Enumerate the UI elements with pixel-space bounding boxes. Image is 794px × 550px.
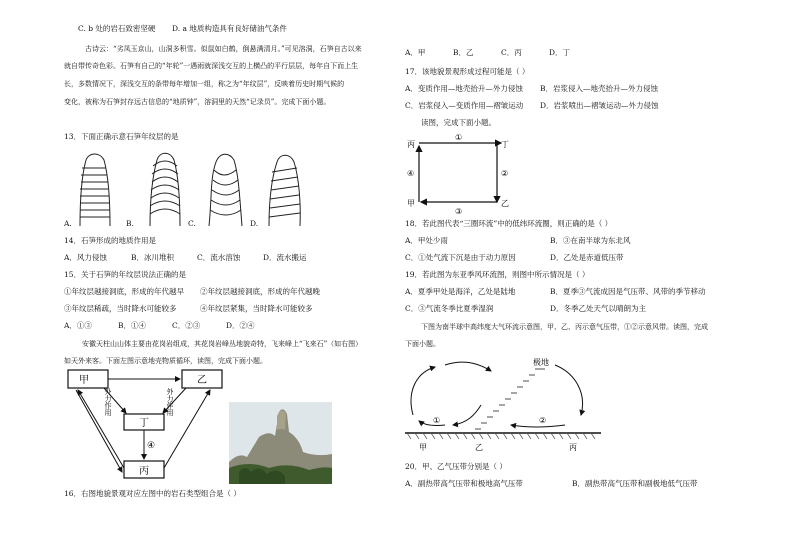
label-yi: 乙 <box>197 375 207 386</box>
label-four: ④ <box>147 441 156 451</box>
q20-stem: 20．甲、乙气压带分别是（ ） <box>405 462 507 471</box>
q18-stem: 18．若此图代表“三圈环流”中的低纬环流圈，则正确的是（ ） <box>405 219 613 228</box>
q18-option-b: B．③在南半球为东北风 <box>550 236 631 245</box>
q19-stem: 19．若此图为东亚季风环流图，则图中所示情况是（ ） <box>405 270 590 279</box>
q20-option-a: A．副热带高气压带和极地高气压带 <box>405 479 523 488</box>
box-label-3: ③ <box>455 207 463 216</box>
passage-stalagmite-line4: 变化，被称为石笋封存远古信息的“地质钟”，溶洞里的天然“记录员”。完成下面小题。 <box>64 98 331 106</box>
q19-option-c: C．③气流冬季比夏季湿润 <box>405 304 494 313</box>
box-label-yi: 乙 <box>501 199 509 208</box>
label-jia: 甲 <box>79 375 89 386</box>
passage-stalagmite-line3: 长，多数情况下，深浅交互的条带每年增加一组，称之为“年纹层”，反映着历史时期气候的 <box>64 80 345 88</box>
q14-stem: 14．石笋形成的地质作用是 <box>64 236 157 245</box>
passage-southern-line1: 下图为南半球中高纬度大气环流示意图，甲、乙、丙示意气压带，①②示意风带。读图，完成 <box>421 323 708 331</box>
q12-option-c: C. b 处的岩石致密坚硬 <box>78 24 156 33</box>
q14-option-c: C．流水溶蚀 <box>197 253 241 262</box>
box-label-4: ④ <box>407 169 415 178</box>
label-external-force-right: 外力作用 <box>166 388 174 416</box>
stalagmite-figures <box>64 148 364 228</box>
q15-statement-4: ④年纹层紧集，当时降水可能较多 <box>200 304 313 313</box>
q15-statement-2: ②年纹层越接洞底，形成的年代越晚 <box>200 287 320 296</box>
q15-option-c: C．②③ <box>172 321 201 330</box>
q16-option-c: C．丙 <box>501 48 522 57</box>
label-bing: 丙 <box>139 466 149 477</box>
q12-option-d: D. a 地质构造具有良好储油气条件 <box>172 24 287 33</box>
q17-stem: 17．该地貌景观形成过程可能是（ ） <box>405 67 530 76</box>
q15-statement-3: ③年纹层稀疏，当时降水可能较多 <box>64 304 177 313</box>
circ-label-bing: 丙 <box>569 443 577 452</box>
q16-option-a: A．甲 <box>405 48 426 57</box>
q19-option-b: B．夏季③气流成因是气压带、风带的季节移动 <box>550 287 706 296</box>
box-label-bing: 丙 <box>407 140 415 149</box>
stalagmite-a <box>80 154 110 226</box>
southern-circulation-diagram <box>405 353 605 457</box>
q14-option-b: B．冰川堆积 <box>131 253 175 262</box>
circulation-box-diagram <box>405 132 515 216</box>
box-label-2: ② <box>501 169 509 178</box>
q16-option-d: D．丁 <box>549 48 571 57</box>
q14-option-d: D．流水搬运 <box>263 253 307 262</box>
label-ding: 丁 <box>139 418 149 429</box>
q16-option-b: B．乙 <box>453 48 474 57</box>
stalagmite-d <box>269 155 300 226</box>
q16-stem: 16．右图地貌景观对应左图中的岩石类型组合是（ ） <box>64 489 241 498</box>
q13-stem: 13．下面正确示意石笋年纹层的是 <box>64 132 179 141</box>
q20-option-b: B．副热带高气压带和副极地低气压带 <box>572 479 698 488</box>
q14-option-a: A．风力侵蚀 <box>64 253 107 262</box>
rock-cycle-diagram <box>64 366 224 484</box>
passage-tianzhu-line2: 如天外来客。下面左图示意地壳物质循环，读图，完成下面小题。 <box>64 357 267 365</box>
q13-label-d: D. <box>250 219 259 228</box>
q18-option-d: D．乙处是赤道低压带 <box>550 253 624 262</box>
circ-label-yi: 乙 <box>475 443 483 452</box>
q15-option-b: B．①④ <box>118 321 147 330</box>
passage-stalagmite-line2: 就自带传奇色彩。石笋有自己的“年轮”一遇雨就深浅交互的上横凸的平行层层，每年自下而上生 <box>64 62 359 70</box>
circ-label-pole: 极地 <box>533 358 549 367</box>
passage-tianzhu-line1: 安徽天柱山山体主要由花岗岩组成，其花岗岩峰丛地貌奇特，飞来峰上“飞来石”（如右图） <box>82 340 363 348</box>
q15-stem: 15．关于石笋的年纹层说法正确的是 <box>64 270 187 279</box>
passage-southern-line2: 下面小题。 <box>405 340 440 348</box>
q19-option-a: A．夏季甲处是海洋，乙处是陆地 <box>405 287 516 296</box>
q17-option-c: C．岩浆侵入—变质作用—褶皱运动 <box>405 101 524 110</box>
q18-option-a: A．甲处少雨 <box>405 236 448 245</box>
label-external-force-left: 外力作用 <box>104 388 112 416</box>
q17-option-a: A．变质作用—地壳抬升—外力侵蚀 <box>405 84 523 93</box>
circ-label-2: ② <box>539 416 547 425</box>
q18-option-c: C．①处气流下沉是由于动力原因 <box>405 253 516 262</box>
stalagmite-b <box>150 153 180 226</box>
box-label-ding: 丁 <box>501 140 509 149</box>
q13-label-b: B. <box>126 219 134 228</box>
q13-label-c: C. <box>188 219 196 228</box>
circ-label-1: ① <box>433 416 441 425</box>
box-label-jia: 甲 <box>407 199 415 208</box>
passage-stalagmite-line1: 古诗云：“劣凤玉京山，山洞多积雪。似鼠如白鹤，倒悬满清月。”可见溶洞，石笋自古以来 <box>85 45 362 53</box>
circ-label-jia: 甲 <box>419 443 427 452</box>
q15-option-a: A．①③ <box>64 321 92 330</box>
q15-option-d: D．②④ <box>226 321 255 330</box>
q17-option-b: B．岩浆侵入—地壳抬升—外力侵蚀 <box>540 84 659 93</box>
q17-option-d: D．岩浆喷出—褶皱运动—外力侵蚀 <box>540 101 659 110</box>
q13-label-a: A. <box>64 219 72 228</box>
stalagmite-c <box>209 154 242 226</box>
instruction-read-figure: 读图，完成下面小题。 <box>421 118 496 127</box>
flying-stone-photo <box>229 402 332 484</box>
q15-statement-1: ①年纹层越接洞底，形成的年代越早 <box>64 287 184 296</box>
box-label-1: ① <box>455 133 463 142</box>
q19-option-d: D．冬季乙处天气以晴朗为主 <box>550 304 647 313</box>
